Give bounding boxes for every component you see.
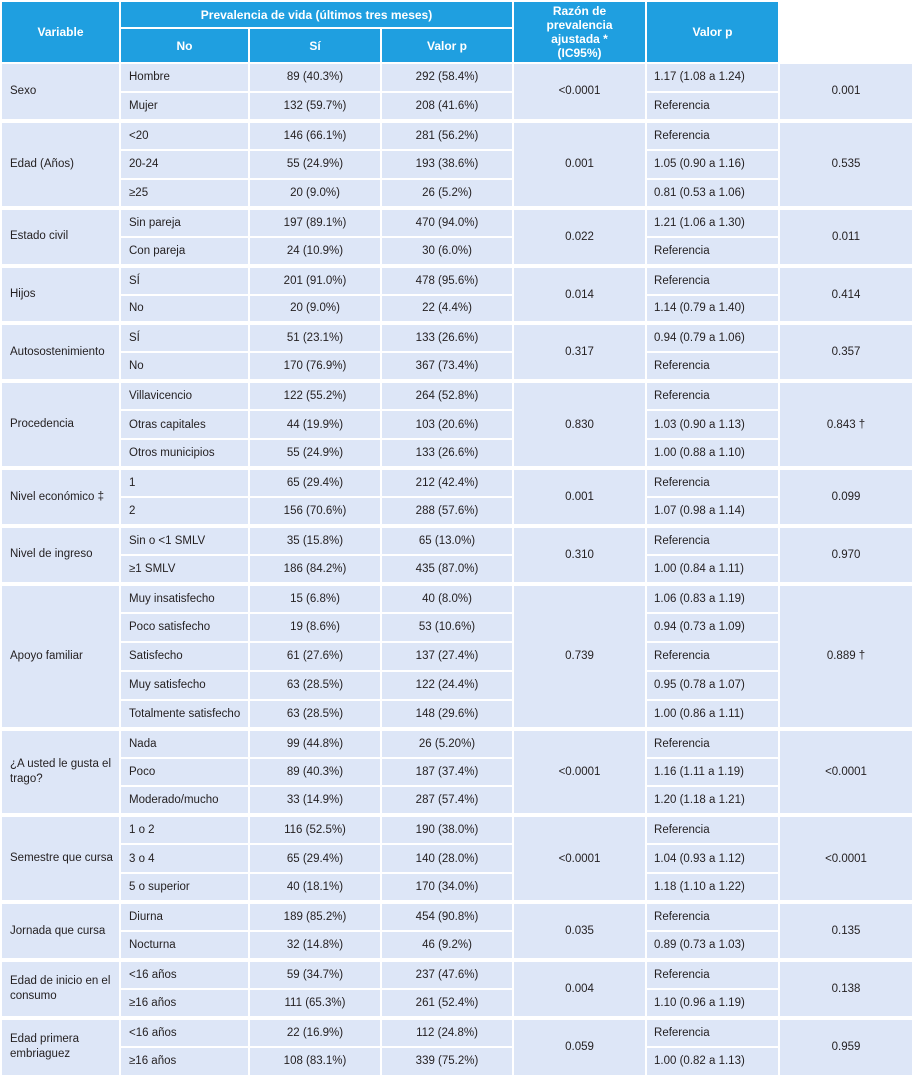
p-value-cell: 0.001 [513, 468, 646, 526]
header-no: No [120, 28, 249, 63]
no-count-cell: 146 (66.1%) [249, 121, 381, 150]
category-cell: 3 o 4 [120, 844, 249, 873]
variable-cell: Hijos [1, 266, 120, 324]
adjusted-ratio-cell: 1.10 (0.96 a 1.19) [646, 989, 779, 1018]
category-cell: No [120, 352, 249, 381]
si-count-cell: 261 (52.4%) [381, 989, 513, 1018]
table-row [1, 526, 912, 555]
adjusted-ratio-cell: 0.94 (0.73 a 1.09) [646, 613, 779, 642]
si-count-cell: 40 (8.0%) [381, 584, 513, 613]
si-count-cell: 137 (27.4%) [381, 642, 513, 671]
no-count-cell: 20 (9.0%) [249, 179, 381, 208]
table-row [1, 121, 912, 150]
p-value-adjusted-cell: 0.357 [779, 323, 912, 381]
table-row [1, 758, 912, 787]
table-row [1, 381, 912, 410]
si-count-cell: 193 (38.6%) [381, 150, 513, 179]
category-cell: SÍ [120, 323, 249, 352]
si-count-cell: 148 (29.6%) [381, 700, 513, 729]
table-row [1, 410, 912, 439]
si-count-cell: 26 (5.20%) [381, 729, 513, 758]
category-cell: Nocturna [120, 931, 249, 960]
si-count-cell: 478 (95.6%) [381, 266, 513, 295]
adjusted-ratio-cell: 0.94 (0.79 a 1.06) [646, 323, 779, 352]
no-count-cell: 61 (27.6%) [249, 642, 381, 671]
category-cell: <16 años [120, 960, 249, 989]
no-count-cell: 33 (14.9%) [249, 786, 381, 815]
adjusted-ratio-cell: 0.81 (0.53 a 1.06) [646, 179, 779, 208]
adjusted-ratio-cell: 1.18 (1.10 a 1.22) [646, 873, 779, 902]
adjusted-ratio-cell: 1.20 (1.18 a 1.21) [646, 786, 779, 815]
p-value-cell: 0.059 [513, 1018, 646, 1076]
category-cell: Totalmente satisfecho [120, 700, 249, 729]
table-row [1, 902, 912, 931]
category-cell: 2 [120, 497, 249, 526]
header-variable: Variable [1, 1, 120, 63]
si-count-cell: 208 (41.6%) [381, 92, 513, 121]
no-count-cell: 170 (76.9%) [249, 352, 381, 381]
variable-cell: Sexo [1, 63, 120, 121]
category-cell: ≥25 [120, 179, 249, 208]
p-value-cell: <0.0001 [513, 815, 646, 902]
table-row [1, 584, 912, 613]
adjusted-ratio-cell: Referencia [646, 902, 779, 931]
adjusted-ratio-cell: 1.00 (0.86 a 1.11) [646, 700, 779, 729]
no-count-cell: 24 (10.9%) [249, 237, 381, 266]
p-value-adjusted-cell: 0.099 [779, 468, 912, 526]
p-value-adjusted-cell: 0.011 [779, 208, 912, 266]
no-count-cell: 116 (52.5%) [249, 815, 381, 844]
p-value-cell: 0.035 [513, 902, 646, 960]
adjusted-ratio-cell: 1.04 (0.93 a 1.12) [646, 844, 779, 873]
adjusted-ratio-cell: 1.05 (0.90 a 1.16) [646, 150, 779, 179]
category-cell: SÍ [120, 266, 249, 295]
table-row [1, 729, 912, 758]
table-row [1, 179, 912, 208]
p-value-cell: <0.0001 [513, 729, 646, 816]
p-value-adjusted-cell: 0.001 [779, 63, 912, 121]
table-row [1, 323, 912, 352]
category-cell: Con pareja [120, 237, 249, 266]
si-count-cell: 112 (24.8%) [381, 1018, 513, 1047]
p-value-cell: 0.022 [513, 208, 646, 266]
table-row [1, 786, 912, 815]
adjusted-ratio-cell: 1.21 (1.06 a 1.30) [646, 208, 779, 237]
adjusted-ratio-cell: 0.89 (0.73 a 1.03) [646, 931, 779, 960]
si-count-cell: 30 (6.0%) [381, 237, 513, 266]
si-count-cell: 367 (73.4%) [381, 352, 513, 381]
category-cell: Moderado/mucho [120, 786, 249, 815]
adjusted-ratio-cell: Referencia [646, 352, 779, 381]
variable-cell: Autosostenimiento [1, 323, 120, 381]
category-cell: Hombre [120, 63, 249, 92]
p-value-cell: 0.004 [513, 960, 646, 1018]
table-row [1, 439, 912, 468]
table-header [1, 1, 912, 63]
category-cell: 20-24 [120, 150, 249, 179]
category-cell: Sin pareja [120, 208, 249, 237]
p-value-adjusted-cell: 0.889 † [779, 584, 912, 729]
table-row [1, 700, 912, 729]
si-count-cell: 122 (24.4%) [381, 671, 513, 700]
si-count-cell: 103 (20.6%) [381, 410, 513, 439]
adjusted-ratio-cell: 0.95 (0.78 a 1.07) [646, 671, 779, 700]
category-cell: Poco satisfecho [120, 613, 249, 642]
no-count-cell: 156 (70.6%) [249, 497, 381, 526]
variable-cell: Jornada que cursa [1, 902, 120, 960]
p-value-cell: 0.739 [513, 584, 646, 729]
si-count-cell: 292 (58.4%) [381, 63, 513, 92]
adjusted-ratio-cell: Referencia [646, 1018, 779, 1047]
no-count-cell: 63 (28.5%) [249, 700, 381, 729]
no-count-cell: 132 (59.7%) [249, 92, 381, 121]
table-row [1, 1018, 912, 1047]
no-count-cell: 65 (29.4%) [249, 844, 381, 873]
no-count-cell: 40 (18.1%) [249, 873, 381, 902]
category-cell: Otros municipios [120, 439, 249, 468]
no-count-cell: 201 (91.0%) [249, 266, 381, 295]
category-cell: Diurna [120, 902, 249, 931]
p-value-adjusted-cell: 0.959 [779, 1018, 912, 1076]
table-row [1, 266, 912, 295]
variable-cell: Procedencia [1, 381, 120, 468]
variable-cell: Estado civil [1, 208, 120, 266]
header-prevalence: Prevalencia de vida (últimos tres meses) [120, 1, 513, 28]
table-row [1, 1047, 912, 1076]
p-value-adjusted-cell: 0.970 [779, 526, 912, 584]
si-count-cell: 281 (56.2%) [381, 121, 513, 150]
adjusted-ratio-cell: 1.03 (0.90 a 1.13) [646, 410, 779, 439]
adjusted-ratio-cell: 1.17 (1.08 a 1.24) [646, 63, 779, 92]
adjusted-ratio-cell: Referencia [646, 960, 779, 989]
variable-cell: Semestre que cursa [1, 815, 120, 902]
category-cell: ≥16 años [120, 989, 249, 1018]
no-count-cell: 63 (28.5%) [249, 671, 381, 700]
table-row [1, 613, 912, 642]
table-row [1, 208, 912, 237]
category-cell: Nada [120, 729, 249, 758]
adjusted-ratio-cell: Referencia [646, 815, 779, 844]
no-count-cell: 122 (55.2%) [249, 381, 381, 410]
si-count-cell: 288 (57.6%) [381, 497, 513, 526]
si-count-cell: 53 (10.6%) [381, 613, 513, 642]
variable-cell: ¿A usted le gusta el trago? [1, 729, 120, 816]
p-value-cell: 0.830 [513, 381, 646, 468]
si-count-cell: 65 (13.0%) [381, 526, 513, 555]
adjusted-ratio-cell: Referencia [646, 729, 779, 758]
adjusted-ratio-cell: 1.00 (0.88 a 1.10) [646, 439, 779, 468]
si-count-cell: 470 (94.0%) [381, 208, 513, 237]
table-row [1, 237, 912, 266]
adjusted-ratio-cell: Referencia [646, 642, 779, 671]
no-count-cell: 89 (40.3%) [249, 758, 381, 787]
no-count-cell: 59 (34.7%) [249, 960, 381, 989]
table-row [1, 295, 912, 324]
category-cell: <16 años [120, 1018, 249, 1047]
category-cell: <20 [120, 121, 249, 150]
header-p-value: Valor p [381, 28, 513, 63]
variable-cell: Edad de inicio en el consumo [1, 960, 120, 1018]
p-value-cell: 0.014 [513, 266, 646, 324]
table-row [1, 352, 912, 381]
table-row [1, 873, 912, 902]
table-row [1, 555, 912, 584]
no-count-cell: 111 (65.3%) [249, 989, 381, 1018]
p-value-adjusted-cell: 0.535 [779, 121, 912, 208]
p-value-adjusted-cell: 0.138 [779, 960, 912, 1018]
table-row [1, 468, 912, 497]
adjusted-ratio-cell: Referencia [646, 92, 779, 121]
category-cell: 1 [120, 468, 249, 497]
category-cell: Muy insatisfecho [120, 584, 249, 613]
adjusted-ratio-cell: 1.06 (0.83 a 1.19) [646, 584, 779, 613]
category-cell: Mujer [120, 92, 249, 121]
no-count-cell: 44 (19.9%) [249, 410, 381, 439]
variable-cell: Nivel económico ‡ [1, 468, 120, 526]
table-body [1, 63, 912, 1076]
adjusted-ratio-cell: Referencia [646, 121, 779, 150]
table-row [1, 931, 912, 960]
header-p-value-adjusted: Valor p [646, 1, 779, 63]
si-count-cell: 339 (75.2%) [381, 1047, 513, 1076]
si-count-cell: 26 (5.2%) [381, 179, 513, 208]
category-cell: Villavicencio [120, 381, 249, 410]
category-cell: ≥16 años [120, 1047, 249, 1076]
adjusted-ratio-cell: Referencia [646, 381, 779, 410]
adjusted-ratio-cell: 1.07 (0.98 a 1.14) [646, 497, 779, 526]
p-value-cell: 0.001 [513, 121, 646, 208]
no-count-cell: 32 (14.8%) [249, 931, 381, 960]
header-adjusted-ratio: Razón de prevalencia ajustada * (IC95%) [513, 1, 646, 63]
table-row [1, 63, 912, 92]
table-row [1, 671, 912, 700]
si-count-cell: 22 (4.4%) [381, 295, 513, 324]
si-count-cell: 212 (42.4%) [381, 468, 513, 497]
category-cell: Satisfecho [120, 642, 249, 671]
category-cell: Otras capitales [120, 410, 249, 439]
category-cell: 1 o 2 [120, 815, 249, 844]
category-cell: Poco [120, 758, 249, 787]
si-count-cell: 187 (37.4%) [381, 758, 513, 787]
si-count-cell: 140 (28.0%) [381, 844, 513, 873]
table-row [1, 642, 912, 671]
no-count-cell: 89 (40.3%) [249, 63, 381, 92]
category-cell: ≥1 SMLV [120, 555, 249, 584]
si-count-cell: 46 (9.2%) [381, 931, 513, 960]
table-row [1, 150, 912, 179]
p-value-cell: 0.317 [513, 323, 646, 381]
table-row [1, 960, 912, 989]
variable-cell: Apoyo familiar [1, 584, 120, 729]
category-cell: Sin o <1 SMLV [120, 526, 249, 555]
p-value-adjusted-cell: <0.0001 [779, 815, 912, 902]
variable-cell: Edad (Años) [1, 121, 120, 208]
no-count-cell: 22 (16.9%) [249, 1018, 381, 1047]
si-count-cell: 170 (34.0%) [381, 873, 513, 902]
category-cell: Muy satisfecho [120, 671, 249, 700]
adjusted-ratio-cell: Referencia [646, 526, 779, 555]
adjusted-ratio-cell: 1.00 (0.84 a 1.11) [646, 555, 779, 584]
no-count-cell: 35 (15.8%) [249, 526, 381, 555]
si-count-cell: 264 (52.8%) [381, 381, 513, 410]
si-count-cell: 190 (38.0%) [381, 815, 513, 844]
no-count-cell: 15 (6.8%) [249, 584, 381, 613]
table-row [1, 815, 912, 844]
no-count-cell: 20 (9.0%) [249, 295, 381, 324]
variable-cell: Nivel de ingreso [1, 526, 120, 584]
si-count-cell: 435 (87.0%) [381, 555, 513, 584]
p-value-adjusted-cell: 0.843 † [779, 381, 912, 468]
p-value-cell: <0.0001 [513, 63, 646, 121]
si-count-cell: 237 (47.6%) [381, 960, 513, 989]
si-count-cell: 133 (26.6%) [381, 439, 513, 468]
p-value-cell: 0.310 [513, 526, 646, 584]
category-cell: No [120, 295, 249, 324]
header-si: Sí [249, 28, 381, 63]
adjusted-ratio-cell: Referencia [646, 237, 779, 266]
no-count-cell: 189 (85.2%) [249, 902, 381, 931]
p-value-adjusted-cell: 0.414 [779, 266, 912, 324]
table-row [1, 989, 912, 1018]
adjusted-ratio-cell: 1.14 (0.79 a 1.40) [646, 295, 779, 324]
no-count-cell: 65 (29.4%) [249, 468, 381, 497]
category-cell: 5 o superior [120, 873, 249, 902]
adjusted-ratio-cell: Referencia [646, 468, 779, 497]
table-row [1, 844, 912, 873]
variable-cell: Edad primera embriaguez [1, 1018, 120, 1076]
si-count-cell: 287 (57.4%) [381, 786, 513, 815]
no-count-cell: 197 (89.1%) [249, 208, 381, 237]
p-value-adjusted-cell: <0.0001 [779, 729, 912, 816]
no-count-cell: 51 (23.1%) [249, 323, 381, 352]
no-count-cell: 55 (24.9%) [249, 150, 381, 179]
si-count-cell: 454 (90.8%) [381, 902, 513, 931]
p-value-adjusted-cell: 0.135 [779, 902, 912, 960]
no-count-cell: 99 (44.8%) [249, 729, 381, 758]
adjusted-ratio-cell: Referencia [646, 266, 779, 295]
no-count-cell: 55 (24.9%) [249, 439, 381, 468]
adjusted-ratio-cell: 1.16 (1.11 a 1.19) [646, 758, 779, 787]
adjusted-ratio-cell: 1.00 (0.82 a 1.13) [646, 1047, 779, 1076]
no-count-cell: 108 (83.1%) [249, 1047, 381, 1076]
table-row [1, 497, 912, 526]
table-row [1, 92, 912, 121]
si-count-cell: 133 (26.6%) [381, 323, 513, 352]
no-count-cell: 186 (84.2%) [249, 555, 381, 584]
no-count-cell: 19 (8.6%) [249, 613, 381, 642]
